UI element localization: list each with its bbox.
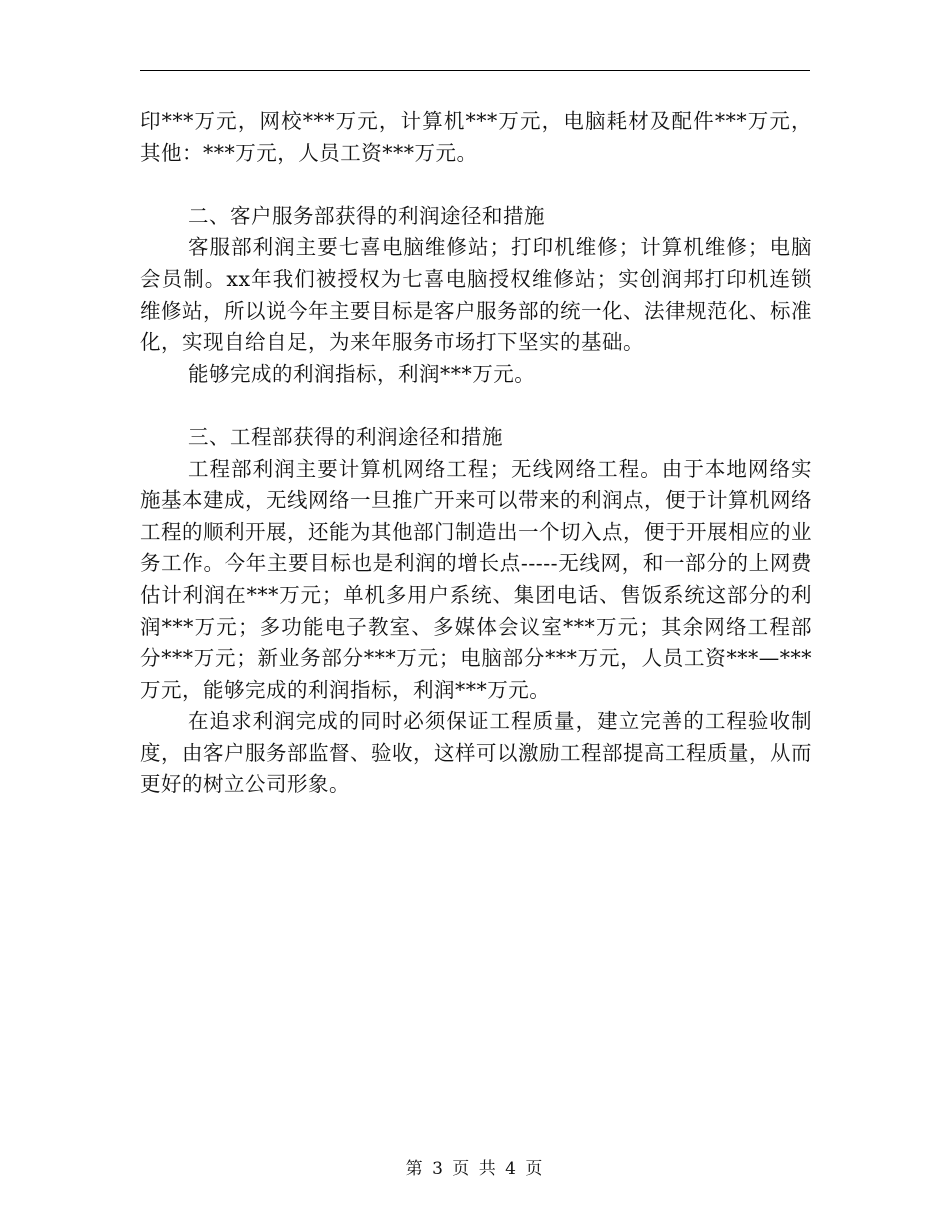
page-number-label: 第 3 页 共 4 页 (405, 1159, 545, 1179)
page-footer (0, 1154, 950, 1179)
paragraph-engineering-profit: 工程部利润主要计算机网络工程；无线网络工程。由于本地网络实施基本建成，无线网络一旦推广开来可以带来的利润点，便于计算机网络工程的顺利开展，还能为其他部门制造出一个切入点，便于开展相应的业务工作。今年主要目标也是利润的增长点-----无线网，和一部分的上网费估计利润在***万元；单机多用户系统、集团电话、售饭系统这部分的利润***万元；多功能电子教室、多媒体会议室***万元；其余网络工程部分***万元；新业务部分***万元；电脑部分***万元，人员工资***—***万元，能够完成的利润指标，利润***万元。 (140, 456, 812, 702)
paragraph-engineering-quality: 在追求利润完成的同时必须保证工程质量，建立完善的工程验收制度，由客户服务部监督、验收，这样可以激励工程部提高工程质量，从而更好的树立公司形象。 (140, 709, 812, 797)
section-heading-engineering: 三、工程部获得的利润途径和措施 (188, 424, 503, 449)
paragraph-customer-service-target: 能够完成的利润指标，利润***万元。 (188, 361, 536, 386)
section-heading-customer-service: 二、客户服务部获得的利润途径和措施 (188, 203, 545, 228)
document-body (140, 106, 812, 801)
paragraph-continued: 印***万元，网校***万元，计算机***万元，电脑耗材及配件***万元，其他：***万元，人员工资***万元。 (140, 109, 812, 165)
header-rule (140, 70, 810, 71)
paragraph-customer-service-profit: 客服部利润主要七喜电脑维修站；打印机维修；计算机维修；电脑会员制。xx年我们被授权为七喜电脑授权维修站；实创润邦打印机连锁维修站，所以说今年主要目标是客户服务部的统一化、法律规范化、标准化，实现自给自足，为来年服务市场打下坚实的基础。 (140, 235, 812, 355)
